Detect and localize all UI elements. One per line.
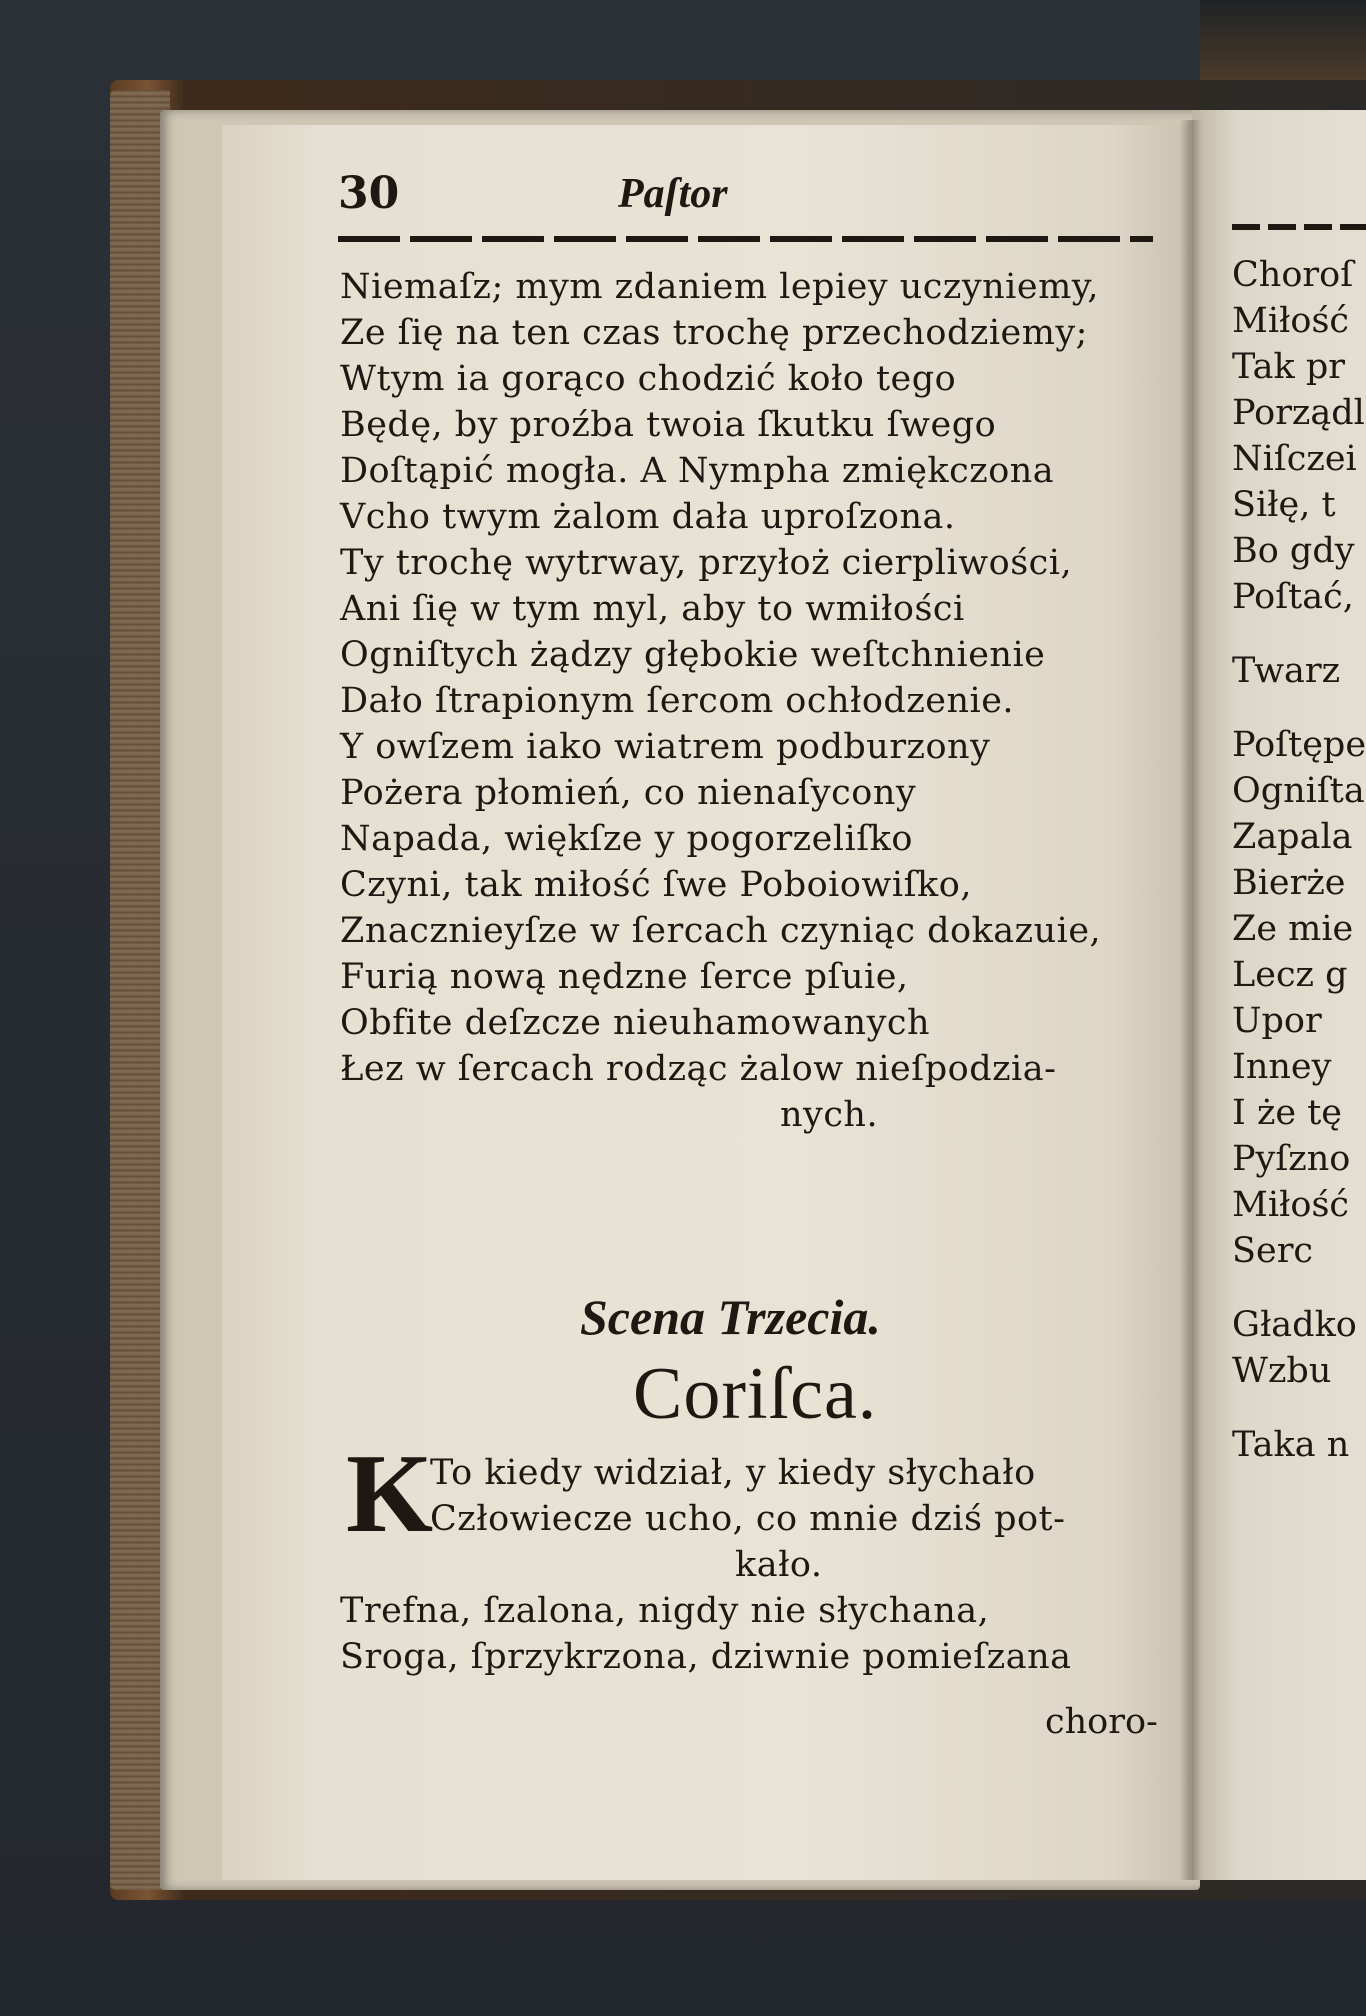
right-line: Porządl <box>1232 393 1365 433</box>
verse-line: Y owſzem iako wiatrem podburzony <box>340 727 991 767</box>
right-line: Wzbu <box>1232 1351 1332 1391</box>
speech-line: To kiedy widział, y kiedy słychało <box>430 1453 1036 1493</box>
verse-block <box>340 264 1170 1138</box>
right-head-rule <box>1232 224 1366 230</box>
running-head <box>338 168 1158 228</box>
page-number: 30 <box>338 168 400 219</box>
right-line: Ogniſta <box>1232 771 1365 811</box>
right-line: Choroſ <box>1232 255 1354 295</box>
right-line: Serc <box>1232 1231 1314 1271</box>
speech-line: Trefna, ſzalona, nigdy nie słychana, <box>340 1591 990 1631</box>
verse-line: Furią nową nędzne ſerce pſuie, <box>340 957 909 997</box>
catchword: choro- <box>1045 1702 1158 1742</box>
verse-line: Znacznieyſze w ſercach czyniąc dokazuie, <box>340 911 1102 951</box>
speech-continuation: kało. <box>735 1545 823 1585</box>
verse-line: Ty trochę wytrway, przyłoż cierpliwości, <box>340 543 1073 583</box>
right-line: Inney <box>1232 1047 1332 1087</box>
scene-title: Scena Trzecia. <box>580 1289 881 1345</box>
verse-line: Pożera płomień, co nienaſycony <box>340 773 917 813</box>
right-line: Ze mie <box>1232 909 1354 949</box>
speaker-name: Coriſca. <box>633 1353 878 1435</box>
right-line: Bo gdy <box>1232 531 1355 571</box>
verse-line: Łez w ſercach rodząc żalow nieſpodzia- <box>340 1049 1057 1089</box>
right-gap <box>1232 1274 1366 1302</box>
right-line: Tak pr <box>1232 347 1345 387</box>
right-line: Pyſzno <box>1232 1139 1351 1179</box>
verse-line: Vcho twym żalom dała uproſzona. <box>340 497 956 537</box>
verse-line: Wtym ia gorąco chodzić koło tego <box>340 359 957 399</box>
right-line: Miłość <box>1232 1185 1350 1225</box>
right-line: Miłość <box>1232 301 1350 341</box>
right-line: Poſtać, <box>1232 577 1354 617</box>
book-gutter <box>1180 120 1202 1880</box>
verse-line: Napada, więkſze y pogorzeliſko <box>340 819 913 859</box>
right-line: Lecz g <box>1232 955 1348 995</box>
running-head-title: Paſtor <box>618 171 728 217</box>
verse-line: Niemaſz; mym zdaniem lepiey uczyniemy, <box>340 267 1100 307</box>
drop-capital: K <box>346 1432 434 1556</box>
right-line: Poſtępe <box>1232 725 1366 765</box>
verse-line: Obfite deſzcze nieuhamowanych <box>340 1003 930 1043</box>
verse-continuation: nych. <box>780 1095 879 1135</box>
right-line: I że tę <box>1232 1093 1343 1133</box>
right-line: Upor <box>1232 1001 1322 1041</box>
right-line: Bierże <box>1232 863 1346 903</box>
right-line: Twarz <box>1232 651 1341 691</box>
verse-line: Dało ſtrapionym ſercom ochłodzenie. <box>340 681 1015 721</box>
speech-line: Sroga, ſprzykrzona, dziwnie pomieſzana <box>340 1637 1072 1677</box>
verse-line: Doſtąpić mogła. A Nympha zmiękczona <box>340 451 1055 491</box>
right-gap <box>1232 620 1366 648</box>
right-gap <box>1232 1394 1366 1422</box>
right-gap <box>1232 694 1366 722</box>
right-line: Taka n <box>1232 1425 1350 1465</box>
right-line: Gładko <box>1232 1305 1357 1345</box>
verse-line: Będę, by proźba twoia ſkutku ſwego <box>340 405 997 445</box>
speech-block <box>340 1450 1170 1680</box>
right-line: Siłę, t <box>1232 485 1336 525</box>
verse-line: Ani ſię w tym myl, aby to wmiłości <box>340 589 965 629</box>
verse-line: Ogniſtych żądzy głębokie weſtchnienie <box>340 635 1046 675</box>
head-rule <box>338 236 1153 242</box>
right-line: Zapala <box>1232 817 1353 857</box>
verse-line: Ze ſię na ten czas trochę przechodziemy; <box>340 313 1088 353</box>
verse-line: Czyni, tak miłość ſwe Poboiowiſko, <box>340 865 972 905</box>
right-line: Niſczei <box>1232 439 1357 479</box>
right-page-text <box>1232 252 1366 1468</box>
speech-line: Człowiecze ucho, co mnie dziś pot- <box>430 1499 1066 1539</box>
